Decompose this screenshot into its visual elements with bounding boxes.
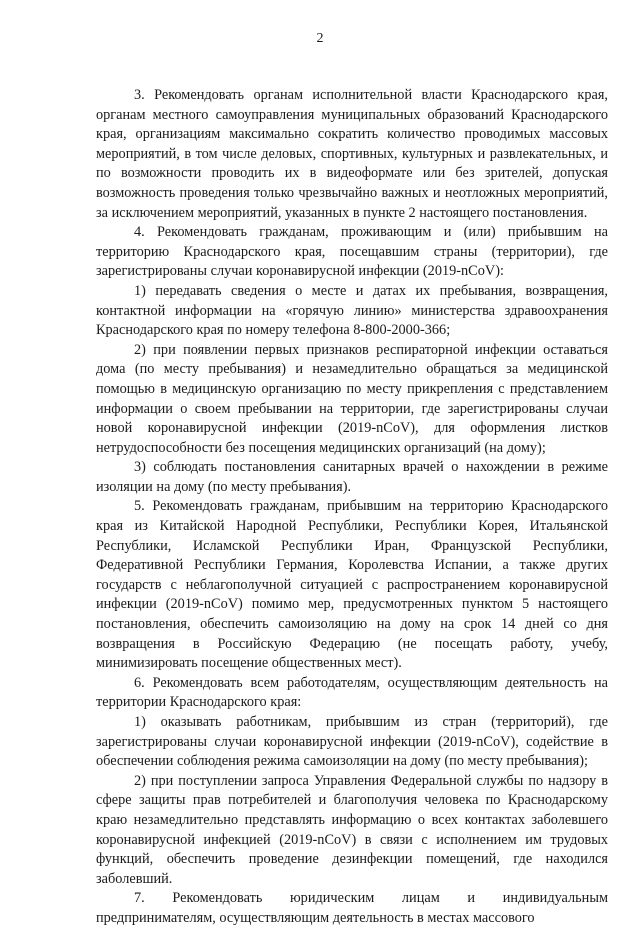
paragraph-item-4-2: 2) при появлении первых признаков респираторной инфекции оставаться дома (по месту пребывания) и незамедлительно обращаться за медицинской помощью в медицинскую организацию по месту прикрепления с представлением информации о своем пребывании на территории, где зарегистрированы случаи новой коронавирусной инфекции (2019-nCoV), для оформления листков нетрудоспособности без посещения медицинских организаций (на дому); xyxy=(96,341,608,456)
paragraph-item-4-1: 1) передавать сведения о месте и датах их пребывания, возвращения, контактной информации на «горячую линию» министерства здравоохранения Краснодарского края по номеру телефона 8-800-2000-366; xyxy=(96,282,608,339)
document-body xyxy=(96,86,608,929)
paragraph-item-6: 6. Рекомендовать всем работодателям, осуществляющим деятельность на территории Краснодарского края: xyxy=(96,674,608,711)
paragraph-item-4-3: 3) соблюдать постановления санитарных врачей о нахождении в режиме изоляции на дому (по месту пребывания). xyxy=(96,459,608,495)
page-number: 2 xyxy=(316,31,324,46)
paragraph-item-3: 3. Рекомендовать органам исполнительной власти Краснодарского края, органам местного самоуправления муниципальных образований Краснодарского края, организациям максимально сократить количество проводимых массовых мероприятий, в том числе деловых, спортивных, культурных и развлекательных, и по возможности проводить их в видеоформате или без зрителей, допуская возможность проведения только чрезвычайно важных и неотложных мероприятий, за исключением мероприятий, указанных в пункте 2 настоящего постановления. xyxy=(96,87,608,221)
paragraph-item-6-2: 2) при поступлении запроса Управления Федеральной службы по надзору в сфере защиты прав потребителей и благополучия человека по Краснодарскому краю незамедлительно представлять информацию о всех контактах заболевшего коронавирусной инфекцией (2019-nCoV) в связи с исполнением им трудовых функций, обеспечить проведение дезинфекции помещений, где находился заболевший. xyxy=(96,772,608,887)
paragraph-item-6-1: 1) оказывать работникам, прибывшим из стран (территорий), где зарегистрированы случаи коронавирусной инфекции (2019-nCoV), содействие в обеспечении соблюдения режима самоизоляции на дому (по месту пребывания); xyxy=(96,714,608,770)
paragraph-item-4: 4. Рекомендовать гражданам, проживающим и (или) прибывшим на территорию Краснодарского края, посещавшим страны (территории), где зарегистрированы случаи коронавирусной инфекции (2019-nCoV): xyxy=(96,224,608,280)
paragraph-item-5: 5. Рекомендовать гражданам, прибывшим на территорию Краснодарского края из Китайской Народной Республики, Республики Корея, Итальянской Республики, Исламской Республики Иран, Французской Республики, Федеративной Республики Германия, Королевства Испании, а также других государств с неблагополучной ситуацией с распространением коронавирусной инфекции (2019-nCoV) помимо мер, предусмотренных пунктом 5 настоящего постановления, обеспечить самоизоляцию на дому на срок 14 дней со дня возвращения в Российскую Федерацию (не посещать работу, учебу, минимизировать посещение общественных мест). xyxy=(96,498,608,672)
paragraph-item-7: 7. Рекомендовать юридическим лицам и индивидуальным предпринимателям, осуществляющим деятельность в местах массового xyxy=(96,890,608,926)
